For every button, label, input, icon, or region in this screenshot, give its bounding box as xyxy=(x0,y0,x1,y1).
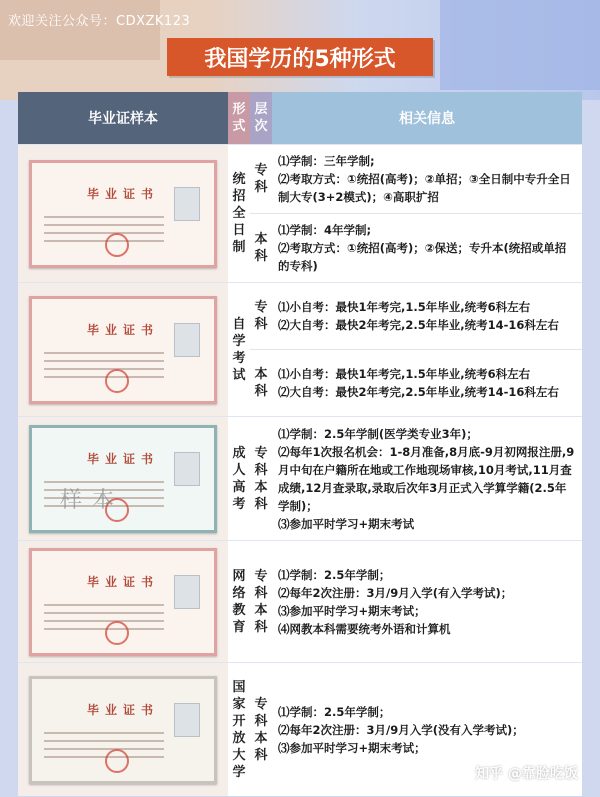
info-line: ⑴学制：2.5年学制(医学类专业3年)； xyxy=(278,426,478,441)
certificate-photo xyxy=(174,323,200,357)
info-line: ⑴小自考：最快1年考完,1.5年毕业,统考6科左右 xyxy=(278,300,531,314)
table-row xyxy=(250,417,582,540)
top-banner-text: 欢迎关注公众号：CDXZK123 xyxy=(8,14,191,29)
table-row xyxy=(250,541,582,662)
header-sample: 毕业证样本 xyxy=(18,92,228,144)
table-group xyxy=(18,144,582,282)
level-cell: 本科 xyxy=(250,214,272,282)
table-row xyxy=(250,145,582,214)
certificate-text-lines xyxy=(44,732,164,764)
page-title: 我国学历的5种形式 xyxy=(167,38,433,76)
form-cell: 成人高考 xyxy=(228,417,250,540)
info-line: ⑴学制：2.5年学制； xyxy=(278,704,391,719)
certificate-seal xyxy=(105,233,129,257)
certificate-sample-watermark: 样本 xyxy=(60,487,125,513)
level-cell: 专科本科 xyxy=(250,417,272,540)
info-cell xyxy=(272,214,582,282)
info-cell xyxy=(272,541,582,662)
info-line: ⑷网教本科需要统考外语和计算机 xyxy=(278,621,451,636)
certificate-text-lines xyxy=(44,604,164,636)
background-accent-right xyxy=(440,0,600,90)
table-body xyxy=(18,144,582,796)
background-accent-left xyxy=(0,0,160,60)
certificate-text-lines xyxy=(44,352,164,384)
level-cell: 本科 xyxy=(250,350,272,416)
table-group xyxy=(18,416,582,540)
info-cell xyxy=(272,283,582,349)
form-cell: 统招全日制 xyxy=(228,145,250,282)
certificate-cell xyxy=(18,417,228,540)
certificate-cell xyxy=(18,541,228,662)
certificate-image xyxy=(29,548,217,656)
table-row xyxy=(250,283,582,350)
info-line: ⑵每年2次注册：3月/9月入学(有入学考试)； xyxy=(278,585,513,600)
certificate-cell xyxy=(18,283,228,416)
info-line: ⑵每年2次注册：3月/9月入学(没有入学考试)； xyxy=(278,722,524,737)
table-group xyxy=(18,282,582,416)
certificate-photo xyxy=(174,452,200,486)
certificate-seal xyxy=(105,621,129,645)
level-rows xyxy=(250,417,582,540)
certificate-photo xyxy=(174,703,200,737)
certificate-banner: 毕业证书 xyxy=(86,702,160,717)
info-line: ⑵考取方式：①统招(高考)；②保送；专升本(统招或单招的专科) xyxy=(278,241,567,273)
certificate-cell xyxy=(18,145,228,282)
table-group xyxy=(18,540,582,662)
info-line: ⑴小自考：最快1年考完,1.5年毕业,统考6科左右 xyxy=(278,367,531,381)
info-cell xyxy=(272,145,582,213)
certificate-photo xyxy=(174,187,200,221)
certificate-banner: 毕业证书 xyxy=(86,186,160,201)
certificate-seal xyxy=(105,369,129,393)
info-line: ⑶参加平时学习+期末考试 xyxy=(278,516,415,531)
level-cell: 专科 xyxy=(250,145,272,213)
info-line: ⑵大自考：最快2年考完,2.5年毕业,统考14-16科左右 xyxy=(278,318,559,332)
level-cell: 专科本科 xyxy=(250,541,272,662)
info-line: ⑴学制：三年学制; xyxy=(278,154,375,168)
certificate-text-lines xyxy=(44,216,164,248)
certificate-image xyxy=(29,676,217,784)
form-cell: 网络教育 xyxy=(228,541,250,662)
certificate-image xyxy=(29,160,217,268)
info-line: ⑵大自考：最快2年考完,2.5年毕业,统考14-16科左右 xyxy=(278,385,559,399)
certificate-banner: 毕业证书 xyxy=(86,451,160,466)
certificate-cell xyxy=(18,663,228,796)
certificate-banner: 毕业证书 xyxy=(86,322,160,337)
header-level: 层次 xyxy=(250,92,272,144)
certificate-seal xyxy=(105,749,129,773)
certificate-banner: 毕业证书 xyxy=(86,574,160,589)
info-line: ⑴学制：2.5年学制； xyxy=(278,567,391,582)
table-row xyxy=(250,350,582,416)
info-line: ⑵考取方式：①统招(高考)；②单招；③全日制中专升全日制大专(3+2模式)；④高职扩招 xyxy=(278,172,571,204)
level-rows xyxy=(250,283,582,416)
form-cell: 国家开放大学 xyxy=(228,663,250,796)
level-cell: 专科本科 xyxy=(250,663,272,796)
info-cell xyxy=(272,350,582,416)
header-info: 相关信息 xyxy=(272,92,582,144)
info-line: ⑵每年1次报名机会：1-8月准备,8月底-9月初网报注册,9月中旬在户籍所在地或工作地现场审核,10月考试,11月查成绩,12月查录取,录取后次年3月正式入学算学籍(2.5年学制)； xyxy=(278,444,575,513)
info-line: ⑴学制：4年学制; xyxy=(278,223,372,237)
level-rows xyxy=(250,145,582,282)
level-cell: 专科 xyxy=(250,283,272,349)
certificate-photo xyxy=(174,575,200,609)
header-form: 形式 xyxy=(228,92,250,144)
level-rows xyxy=(250,541,582,662)
certificate-image xyxy=(29,296,217,404)
education-table xyxy=(18,92,582,796)
table-row xyxy=(250,214,582,282)
footer-watermark: 知乎 @靠脸吃饭 xyxy=(475,766,578,782)
info-line: ⑶参加平时学习+期末考试； xyxy=(278,603,426,618)
form-cell: 自学考试 xyxy=(228,283,250,416)
certificate-image xyxy=(29,425,217,533)
info-cell xyxy=(272,417,582,540)
info-line: ⑶参加平时学习+期末考试； xyxy=(278,740,426,755)
table-header xyxy=(18,92,582,144)
